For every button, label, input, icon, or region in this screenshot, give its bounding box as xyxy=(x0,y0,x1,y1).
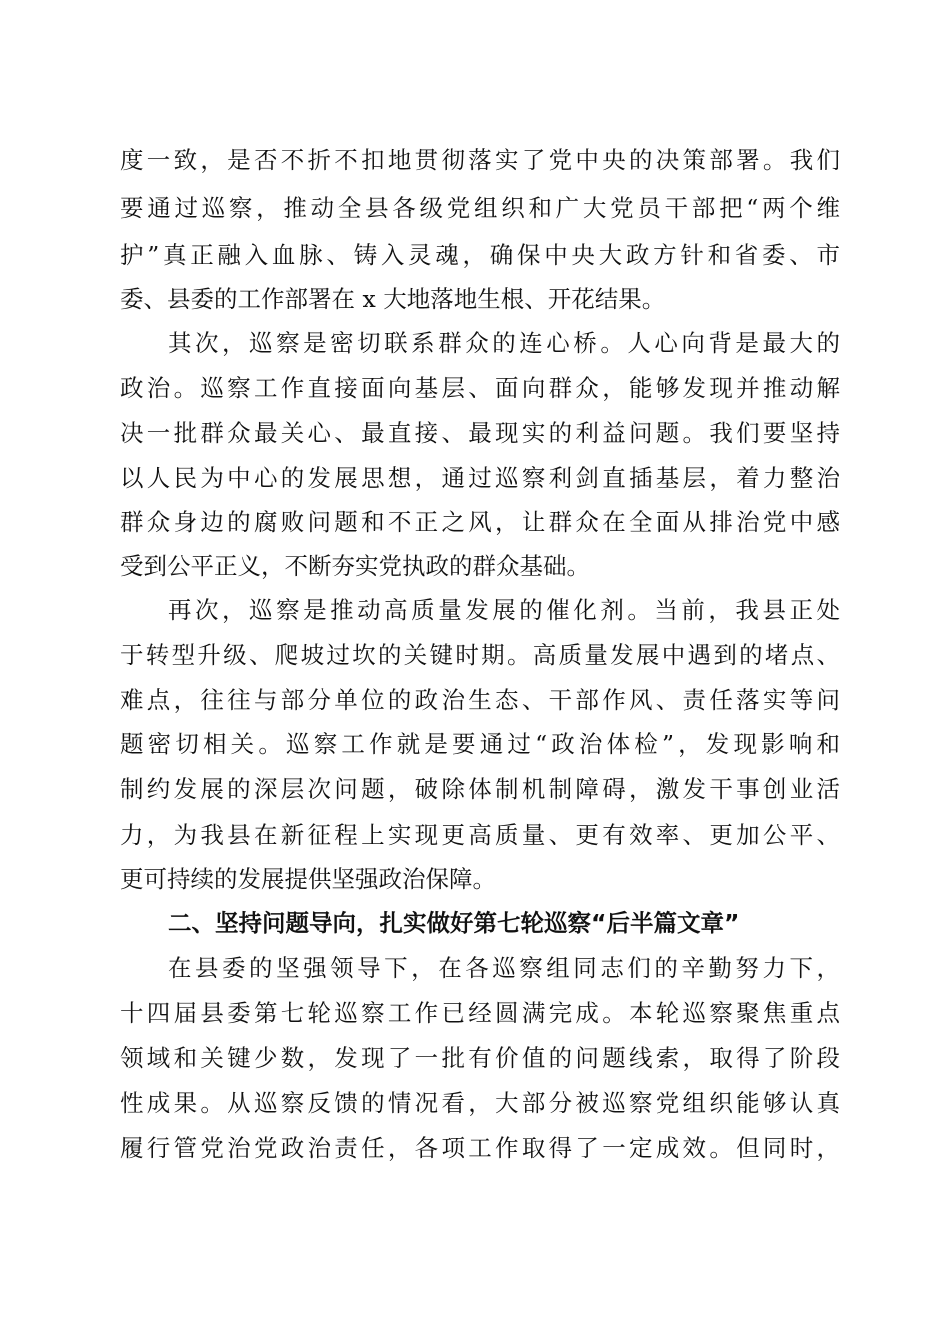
paragraph-line: 以人民为中心的发展思想，通过巡察利剑直插基层，着力整治 xyxy=(120,464,840,492)
paragraph-line: 再次，巡察是推动高质量发展的催化剂。当前，我县正处 xyxy=(168,596,840,624)
paragraph-line: 更可持续的发展提供坚强政治保障。 xyxy=(120,865,496,893)
paragraph-line: 其次，巡察是密切联系群众的连心桥。人心向背是最大的 xyxy=(168,329,840,357)
paragraph-line: 题密切相关。巡察工作就是要通过“政治体检”，发现影响和 xyxy=(120,730,840,758)
paragraph-line: 领域和关键少数，发现了一批有价值的问题线索，取得了阶段 xyxy=(120,1044,840,1072)
paragraph-line: 护”真正融入血脉、铸入灵魂，确保中央大政方针和省委、市 xyxy=(120,241,840,269)
paragraph-line: 难点，往往与部分单位的政治生态、干部作风、责任落实等问 xyxy=(120,686,840,714)
paragraph-line: 履行管党治党政治责任，各项工作取得了一定成效。但同时， xyxy=(120,1134,840,1162)
paragraph-line: 于转型升级、爬坡过坎的关键时期。高质量发展中遇到的堵点、 xyxy=(120,641,840,669)
paragraph-line: 受到公平正义，不断夯实党执政的群众基础。 xyxy=(120,552,590,580)
paragraph-line: 要通过巡察，推动全县各级党组织和广大党员干部把“两个维 xyxy=(120,194,840,222)
paragraph-line: 制约发展的深层次问题，破除体制机制障碍，激发干事创业活 xyxy=(120,775,840,803)
section-heading: 二、坚持问题导向，扎实做好第七轮巡察“后半篇文章” xyxy=(168,909,740,937)
paragraph-line: 十四届县委第七轮巡察工作已经圆满完成。本轮巡察聚焦重点 xyxy=(120,999,840,1027)
paragraph-line: 决一批群众最关心、最直接、最现实的利益问题。我们要坚持 xyxy=(120,419,840,447)
paragraph-line: 性成果。从巡察反馈的情况看，大部分被巡察党组织能够认真 xyxy=(120,1089,840,1117)
paragraph-line: 委、县委的工作部署在 x 大地落地生根、开花结果。 xyxy=(120,285,666,313)
paragraph-line: 度一致，是否不折不扣地贯彻落实了党中央的决策部署。我们 xyxy=(120,146,840,174)
paragraph-line: 在县委的坚强领导下，在各巡察组同志们的辛勤努力下， xyxy=(168,954,840,982)
paragraph-line: 力，为我县在新征程上实现更高质量、更有效率、更加公平、 xyxy=(120,821,840,849)
paragraph-line: 群众身边的腐败问题和不正之风，让群众在全面从排治党中感 xyxy=(120,508,840,536)
paragraph-line: 政治。巡察工作直接面向基层、面向群众，能够发现并推动解 xyxy=(120,374,840,402)
